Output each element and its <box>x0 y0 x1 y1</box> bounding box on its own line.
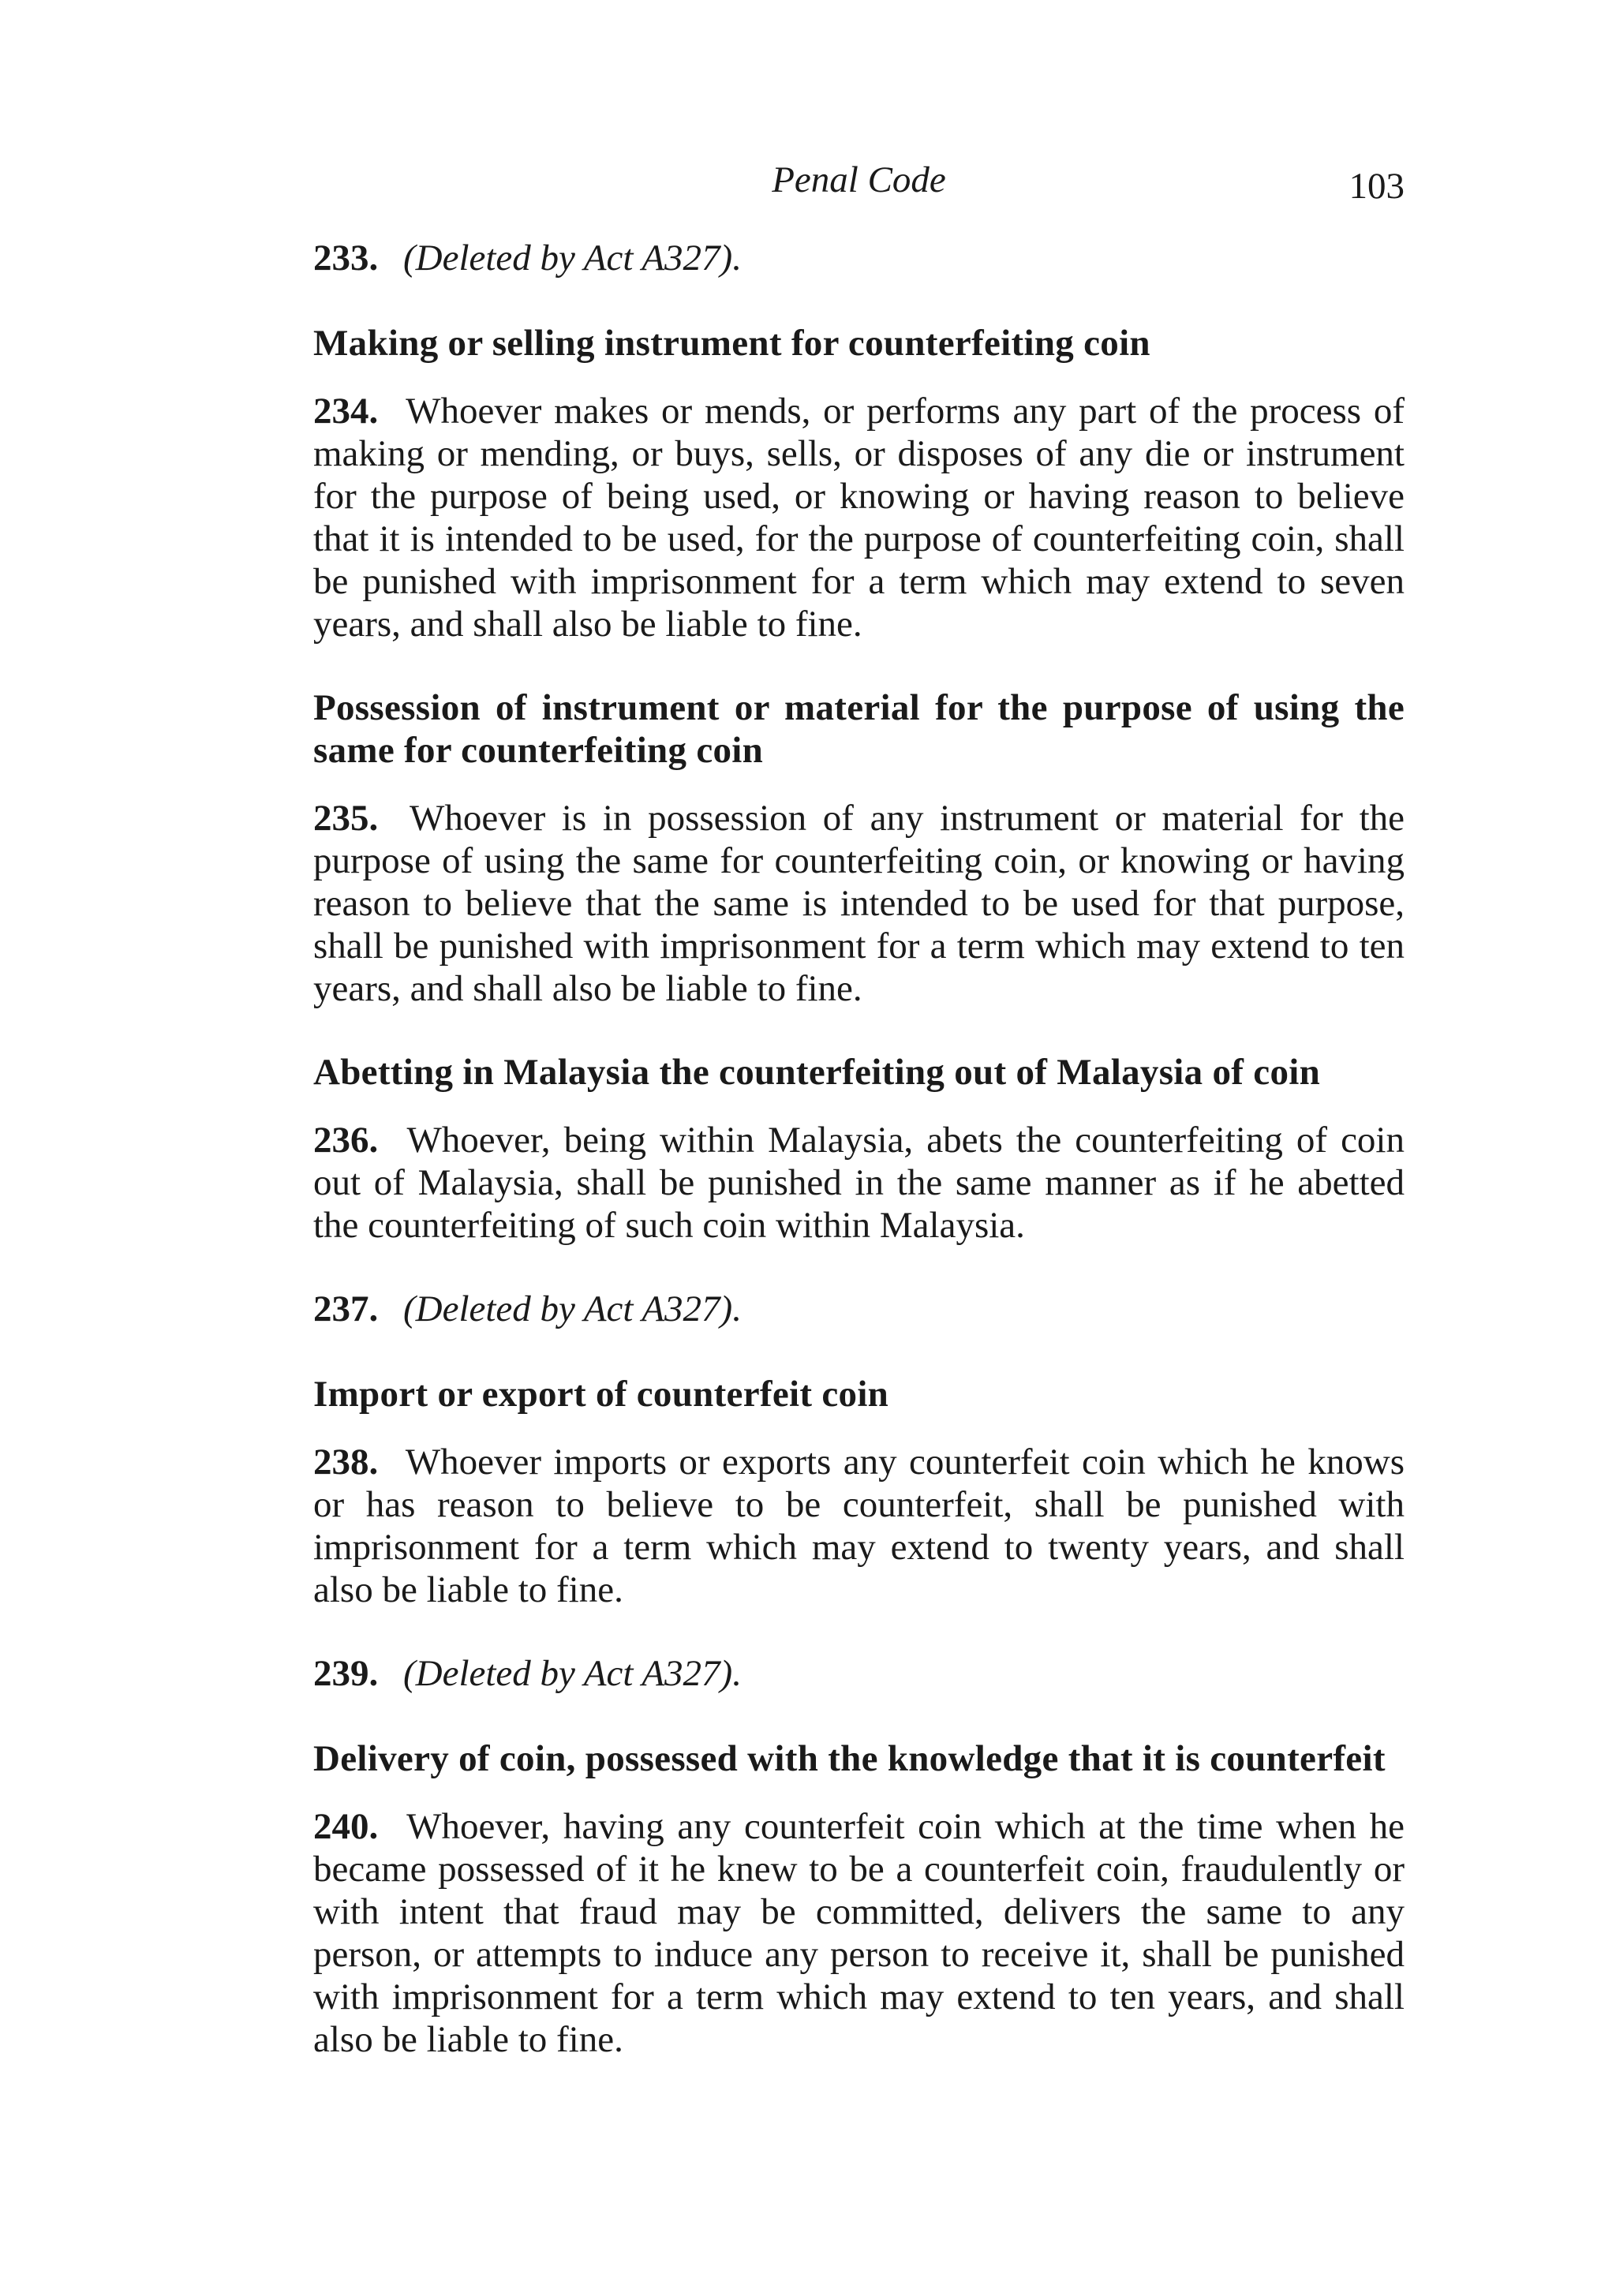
document-page <box>313 0 1405 2296</box>
deleted-note: (Deleted by Act A327). <box>403 1288 742 1329</box>
section-236 <box>313 1119 1405 1247</box>
section-text: Whoever is in possession of any instrument or material for the purpose of using the same for counterfeiting coin, or knowing or having reason to believe that the same is intended to be used for that purpose, shall be punished with imprisonment for a term which may extend to ten years, and shall also be liable to fine. <box>313 798 1405 1009</box>
section-number: 236. <box>313 1120 379 1161</box>
section-text: Whoever, being within Malaysia, abets the counterfeiting of coin out of Malaysia, shall be punished in the same manner as if he abetted the counterfeiting of such coin within Malaysia. <box>313 1120 1405 1246</box>
section-number: 235. <box>313 798 379 839</box>
section-number: 238. <box>313 1442 379 1483</box>
deleted-note: (Deleted by Act A327). <box>403 237 742 279</box>
section-238 <box>313 1441 1405 1611</box>
section-heading-235: Possession of instrument or material for the purpose of using the same for counterfeiting coin <box>313 687 1405 771</box>
section-heading-236: Abetting in Malaysia the counterfeiting out of Malaysia of coin <box>313 1052 1321 1093</box>
section-heading-234: Making or selling instrument for counterfeiting coin <box>313 323 1150 364</box>
section-number: 239. <box>313 1653 379 1694</box>
section-233 <box>313 237 1405 279</box>
section-number: 233. <box>313 237 379 279</box>
section-text: Whoever makes or mends, or performs any part of the process of making or mending, or buys, sells, or disposes of any die or instrument for the purpose of being used, or knowing or having reason to believe that it is intended to be used, for the purpose of counterfeiting coin, shall be punished with imprisonment for a term which may extend to seven years, and shall also be liable to fine. <box>313 391 1405 645</box>
running-title: Penal Code <box>772 159 946 200</box>
section-text: Whoever imports or exports any counterfeit coin which he knows or has reason to believe to be counterfeit, shall be punished with imprisonment for a term which may extend to twenty years, and shall also be liable to fine. <box>313 1442 1405 1610</box>
section-text: Whoever, having any counterfeit coin which at the time when he became possessed of it he knew to be a counterfeit coin, fraudulently or with intent that fraud may be committed, delivers the same to any person, or attempts to induce any person to receive it, shall be punished with imprisonment for a term which may extend to ten years, and shall also be liable to fine. <box>313 1806 1405 2060</box>
section-number: 237. <box>313 1288 379 1329</box>
section-240 <box>313 1805 1405 2061</box>
section-237 <box>313 1288 1405 1330</box>
section-239 <box>313 1652 1405 1695</box>
section-235 <box>313 797 1405 1010</box>
section-234 <box>313 390 1405 645</box>
running-header <box>313 156 1405 207</box>
page-number: 103 <box>1349 166 1405 207</box>
section-heading-238: Import or export of counterfeit coin <box>313 1374 889 1415</box>
document-body <box>313 237 1405 2061</box>
deleted-note: (Deleted by Act A327). <box>403 1653 742 1694</box>
section-number: 240. <box>313 1806 379 1847</box>
section-number: 234. <box>313 391 379 432</box>
section-heading-240: Delivery of coin, possessed with the knowledge that it is counterfeit <box>313 1738 1386 1779</box>
